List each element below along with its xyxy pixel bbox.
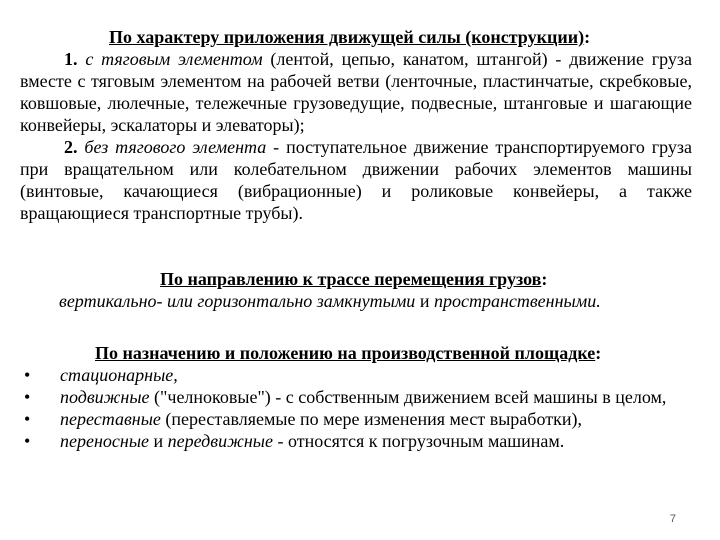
heading-text: По назначению и положению на производственной площадке xyxy=(95,343,596,363)
bullet-holder xyxy=(20,386,60,408)
term-stationary: стационарные, xyxy=(60,365,178,385)
page-number: 7 xyxy=(669,513,676,525)
section-purpose-position xyxy=(20,342,692,452)
bullet-icon: • xyxy=(24,409,31,429)
bullet-icon: • xyxy=(24,431,31,451)
bullet-icon: • xyxy=(24,387,31,407)
heading-colon: : xyxy=(595,343,602,363)
item-text: - относятся к погрузочным машинам. xyxy=(272,431,565,451)
heading-colon: : xyxy=(584,27,591,47)
list-item xyxy=(20,408,692,430)
conjunction: и xyxy=(415,291,434,311)
term-portable: переносные xyxy=(60,431,150,451)
paragraph-text: - поступательное движение транспортируемого груза при вращательном или колебательном движении рабочих элементов машины (винтовые, качающиеся (вибрационные) и роликовые конвейеры, а также вращающиеся транспортные трубы). xyxy=(20,137,692,223)
list-item xyxy=(20,364,692,386)
item-number: 1. xyxy=(64,49,78,69)
term-with-traction: с тяговым элементом xyxy=(85,49,263,69)
list-item xyxy=(20,430,692,452)
section-route-direction xyxy=(20,268,692,312)
route-types-line xyxy=(20,290,692,312)
conjunction: и xyxy=(149,431,168,451)
section-heading-purpose xyxy=(20,342,692,364)
section-heading-route xyxy=(20,268,692,290)
bullet-icon: • xyxy=(24,365,31,385)
paragraph-text: (лентой, цепью, канатом, штангой) - движение груза вместе с тяговым элементом на рабочей ветви (ленточные, пластинчатые, скребковые, ковшовые, люлечные, тележечные грузоведущие, подвесные, штанговые и шагающие конвейеры, эскалаторы и элеваторы); xyxy=(20,49,693,135)
item-text: ("челноковые") - с собственным движением всей машины в целом, xyxy=(149,387,667,407)
section-heading-construction xyxy=(20,26,692,48)
heading-text: По характеру приложения движущей силы (конструкции) xyxy=(109,27,585,47)
term-relocatable: переставные xyxy=(60,409,161,429)
item-text: (переставляемые по мере изменения мест выработки), xyxy=(160,409,582,429)
term-closed: вертикально- или горизонтально замкнутыми xyxy=(59,291,416,311)
section-construction xyxy=(20,26,692,224)
heading-colon: : xyxy=(541,269,548,289)
term-movable: передвижные xyxy=(167,431,273,451)
paragraph-with-traction xyxy=(20,48,692,136)
term-spatial: пространственными. xyxy=(433,291,601,311)
item-number: 2. xyxy=(64,137,78,157)
paragraph-without-traction xyxy=(20,136,692,224)
list-item xyxy=(20,386,692,408)
term-mobile: подвижные xyxy=(60,387,150,407)
term-without-traction: без тягового элемента xyxy=(84,137,267,157)
heading-text: По направлению к трассе перемещения грузов xyxy=(160,269,542,289)
